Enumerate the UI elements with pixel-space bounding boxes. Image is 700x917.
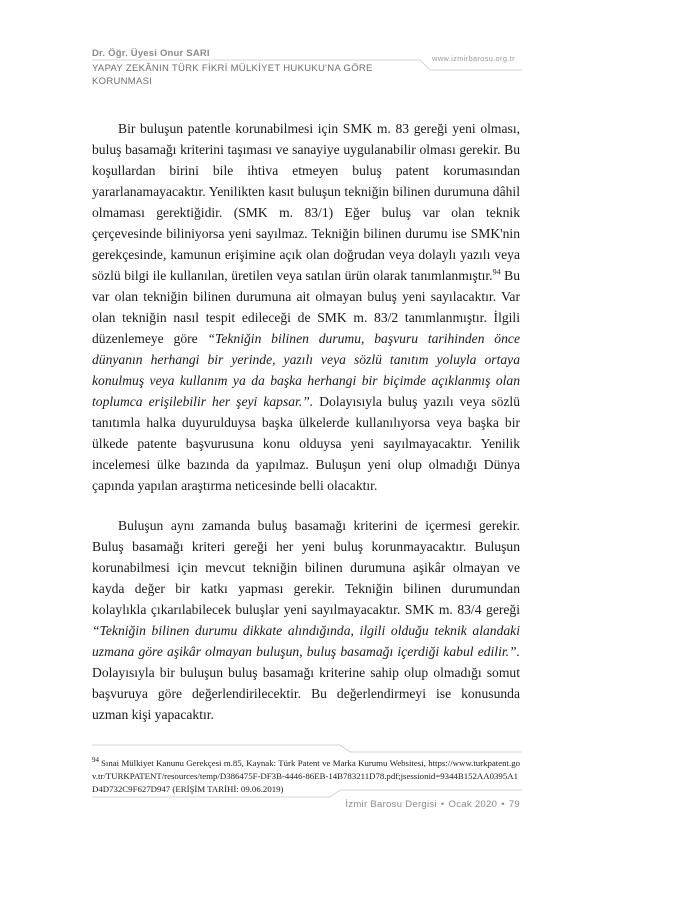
paragraph-1: Bir buluşun patentle korunabilmesi için SMK m. 83 gereği yeni olması, buluş basamağı kriterini taşıması ve sanayiye uygulanabilir olması gerekir. Bu koşullardan birini bile ihtiva etmeyen buluş patent korumasından yararlanamayacaktır. Yenilikten kasıt buluşun tekniğin bilinen durumuna dâhil olmaması gerektiğidir. (SMK m. 83/1) Eğer buluş var olan teknik çerçevesinde biliniyorsa yeni sayılmaz. Tekniğin bilinen durumu ise SMK'nin gerekçesinde, kamunun erişimine açık olan doğrudan veya dolaylı yazılı veya sözlü bilgi ile kullanılan, üretilen veya satılan ürün olarak tanımlanmıştır.$^{94}$ Bu var olan tekniğin bilinen durumuna ait olmayan buluş yeni sayılacaktır. Var olan tekniğin nasıl tespit edileceği de SMK m. 83/2 tanımlanmıştır. İlgili düzenlemeye göre “Tekniğin bilinen durumu, başvuru tarihinden önce dünyanın herhangi bir yerinde, yazılı veya sözlü tanıtım yoluyla ortaya konulmuş veya kullanım ya da başka herhangi bir biçimde açıklanmış olan toplumca erişilebilir her şeyi kapsar.”. Dolayısıyla buluş yazılı veya sözlü tanıtımla halka duyurulduysa başka ülkelerde kullanılıyorsa veya başka bir ülkede patente başvurusuna konu olduysa yeni sayılmayacaktır. Yenilik incelemesi ülke bazında da yapılmaz. Buluşun yeni olup olmadığı Dünya çapında yapılan araştırma neticesinde belli olacaktır. xyxy=(92,121,521,493)
footnote-text: Sınai Mülkiyet Kanunu Gerekçesi m.85, Kaynak: Türk Patent ve Marka Kurumu Websitesi, https://www.turkpatent.gov.tr/TURKPATENT/resources/temp/D386475F-DF3B-4446-86EB-14B783211D78.pdf;jsessionid=9344B152AA0395A1D4D732C9F627D947 (ERİŞİM TARİHİ: 09.06.2019) xyxy=(92,758,520,794)
footer-separator: • xyxy=(440,799,445,810)
footnote xyxy=(92,757,520,796)
paragraph-2: Buluşun aynı zamanda buluş basamağı kriterini de içermesi gerekir. Buluş basamağı kriteri gereği her yeni buluş korunmayacaktır. Buluşun korunabilmesi için mevcut tekniğin bilinen durumuna aşikâr olmayan ve kayda değer bir katkı yapması gerekir. Tekniğin bilinen durumundan kolaylıkla çıkarılabilecek buluşlar yeni sayılmayacaktır. SMK m. 83/4 gereği “Tekniğin bilinen durumu dikkate alındığında, ilgili olduğu teknik alandaki uzmana göre aşikâr olmayan buluşun, buluş basamağı içerdiği kabul edilir.”. Dolayısıyla bir buluşun buluş basamağı kriterine sahip olup olmadığı somut başvuruya göre değerlendirilecektir. Bu değerlendirmeyi ise konusunda uzman kişi yapacaktır. xyxy=(92,518,520,722)
page-footer xyxy=(345,799,520,810)
journal-name: İzmir Barosu Dergisi xyxy=(345,799,437,810)
body-text xyxy=(92,118,520,725)
footer-separator: • xyxy=(501,799,505,810)
header-author: Dr. Öğr. Üyesi Onur SARI xyxy=(92,48,210,59)
quote-1: “Tekniğin bilinen durumu, başvuru tarihinden önce dünyanın herhangi bir yerinde, yazılı veya sözlü tanıtım yoluyla ortaya konulmuş veya kullanım ya da başka herhangi bir biçimde açıklanmış olan toplumca erişilebilir her şeyi kapsar.”. xyxy=(92,331,520,409)
page-number: 79 xyxy=(508,799,520,810)
footnote-reference[interactable]: 94 xyxy=(492,267,501,277)
footnote-number: 94 xyxy=(92,756,99,765)
header-url[interactable]: www.izmirbarosu.org.tr xyxy=(432,54,515,63)
issue-date: Ocak 2020 xyxy=(448,799,498,810)
quote-2: “Tekniğin bilinen durumu dikkate alındığında, ilgili olduğu teknik alandaki uzmana göre aşikâr olmayan buluşun, buluş basamağı içerdiği kabul edilir.”. xyxy=(92,623,520,659)
header-title: YAPAY ZEKÂNIN TÜRK FİKRİ MÜLKİYET HUKUKU'NA GÖRE KORUNMASI xyxy=(92,63,373,87)
footnote-rule xyxy=(92,745,522,752)
